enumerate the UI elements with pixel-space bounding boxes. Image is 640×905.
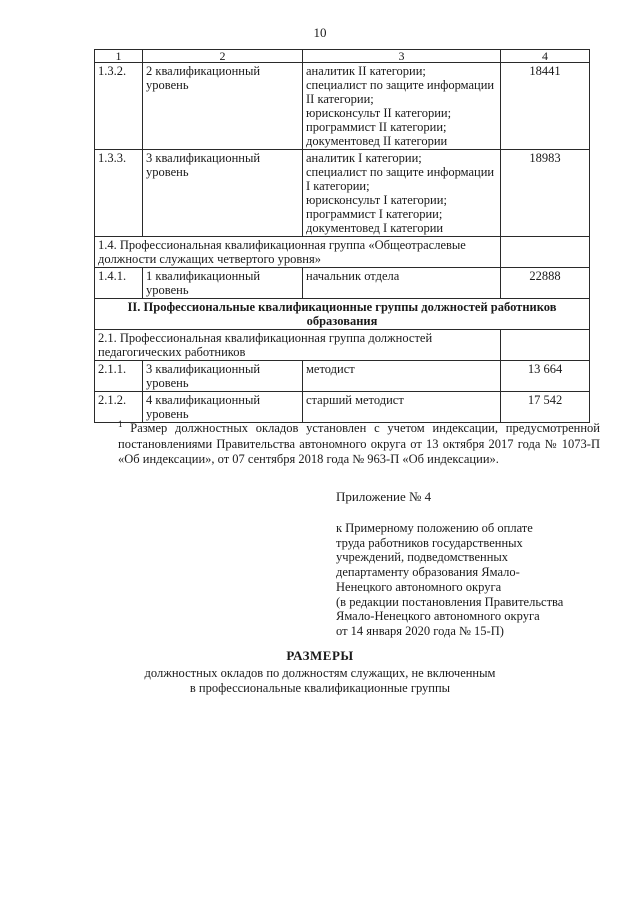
row-number: 1.4.1.: [95, 268, 143, 299]
group-heading: 2.1. Профессиональная квалификационная группа должностей педагогических работников: [95, 330, 501, 361]
row-number: 2.1.2.: [95, 392, 143, 423]
positions-cell: [303, 150, 501, 237]
appendix-line: труда работников государственных: [336, 535, 523, 550]
row-number: 2.1.1.: [95, 361, 143, 392]
subtitle-line: должностных окладов по должностям служащих, не включенным: [144, 666, 496, 680]
position-name: документовед II категории: [306, 134, 448, 148]
header-cell: 3: [303, 50, 501, 63]
header-cell: 2: [143, 50, 303, 63]
page-number: 10: [313, 25, 327, 40]
appendix-line: от 14 января 2020 года № 15-П): [336, 623, 504, 638]
position-name: документовед I категории: [306, 221, 444, 235]
qualification-level: 3 квалификационный уровень: [143, 361, 303, 392]
table-row: [95, 150, 590, 237]
footnote-marker: 1: [118, 419, 123, 429]
position-name: программист II категории;: [306, 120, 447, 134]
salary-value: 18441: [501, 63, 590, 150]
subtitle-line: в профессиональные квалификационные группы: [189, 681, 451, 695]
row-number: 1.3.2.: [95, 63, 143, 150]
appendix-subtitle: [336, 521, 606, 639]
appendix-line: учреждений, подведомственных: [336, 550, 509, 565]
qualification-level: 1 квалификационный уровень: [143, 268, 303, 299]
position-name: программист I категории;: [306, 207, 443, 221]
document-title: РАЗМЕРЫ: [286, 648, 354, 663]
appendix-line: Ямало-Ненецкого автономного округа: [336, 609, 540, 624]
salary-value: 22888: [501, 268, 590, 299]
position-name: юрисконсульт I категории;: [306, 193, 447, 207]
qualification-level: 3 квалификационный уровень: [143, 150, 303, 237]
section-row: [95, 299, 590, 330]
qualification-level: 2 квалификационный уровень: [143, 63, 303, 150]
position-name: методист: [306, 362, 355, 376]
appendix-title: Приложение № 4: [336, 489, 432, 504]
empty-cell: [501, 330, 590, 361]
table-row: [95, 63, 590, 150]
position-name: старший методист: [306, 393, 404, 407]
positions-cell: [303, 63, 501, 150]
position-name: аналитик I категории;: [306, 151, 422, 165]
section-heading: II. Профессиональные квалификационные группы должностей работников образования: [95, 299, 590, 330]
position-name: начальник отдела: [306, 269, 400, 283]
group-row: [95, 330, 590, 361]
footnote-text: Размер должностных окладов установлен с учетом индексации, предусмотренной постановлениями Правительства автономного округа от 13 октября 2017 года № 1073-П «Об индексации», от 07 сентября 2018 года № 963-П «Об индексации».: [118, 421, 600, 467]
positions-cell: [303, 268, 501, 299]
qualification-level: 4 квалификационный уровень: [143, 392, 303, 423]
positions-cell: [303, 361, 501, 392]
table-row: [95, 268, 590, 299]
appendix-line: Ненецкого автономного округа: [336, 579, 502, 594]
appendix-line: к Примерному положению об оплате: [336, 521, 533, 535]
document-subtitle: [0, 666, 640, 696]
group-heading: 1.4. Профессиональная квалификационная группа «Общеотраслевые должности служащих четвертого уровня»: [95, 237, 501, 268]
salary-value: 17 542: [501, 392, 590, 423]
table-header-row: [95, 50, 590, 63]
header-cell: 4: [501, 50, 590, 63]
header-cell: 1: [95, 50, 143, 63]
appendix-line: (в редакции постановления Правительства: [336, 594, 564, 609]
position-name: специалист по защите информации I категории;: [306, 165, 495, 193]
salary-value: 18983: [501, 150, 590, 237]
salary-table-body: [95, 50, 590, 423]
footnote: [118, 417, 600, 468]
position-name: аналитик II категории;: [306, 64, 426, 78]
salary-table: [94, 49, 590, 423]
table-row: [95, 361, 590, 392]
empty-cell: [501, 237, 590, 268]
salary-value: 13 664: [501, 361, 590, 392]
position-name: специалист по защите информации II категории;: [306, 78, 495, 106]
position-name: юрисконсульт II категории;: [306, 106, 452, 120]
appendix-line: департаменту образования Ямало-: [336, 565, 520, 580]
group-row: [95, 237, 590, 268]
row-number: 1.3.3.: [95, 150, 143, 237]
